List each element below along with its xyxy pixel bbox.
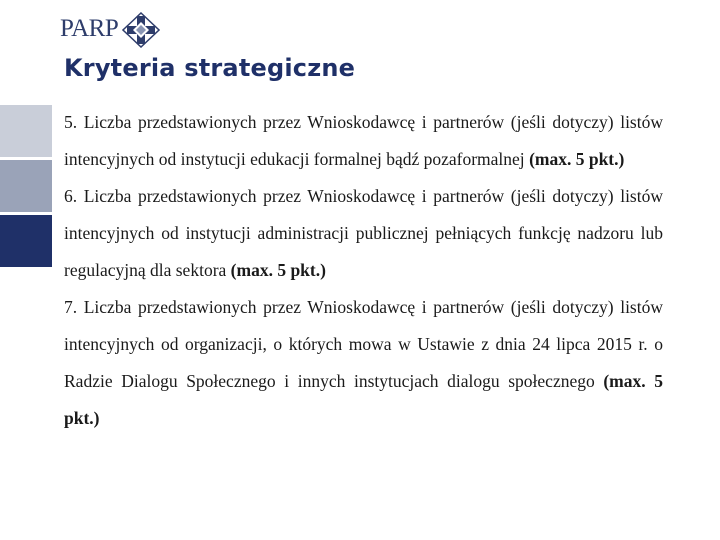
criterion-item-6 (64, 178, 663, 289)
side-bar-medium (0, 160, 52, 212)
criterion-text: 7. Liczba przedstawionych przez Wnioskodawcę i partnerów (jeśli dotyczy) listów intencyjnych od organizacji, o których mowa w Ustawie z dnia 24 lipca 2015 r. o Radzie Dialogu Społecznego i innych instytucjach dialogu społecznego (64, 297, 663, 391)
criterion-points: (max. 5 pkt.) (230, 260, 326, 280)
parp-cross-icon (122, 12, 160, 48)
criterion-text: 6. Liczba przedstawionych przez Wnioskodawcę i partnerów (jeśli dotyczy) listów intencyjnych od instytucji administracji publicznej pełniących funkcję nadzoru lub regulacyjną dla sektora (64, 186, 663, 280)
page-title: Kryteria strategiczne (64, 54, 356, 82)
side-bar-light (0, 105, 52, 157)
criteria-list (64, 104, 663, 437)
criterion-item-7 (64, 289, 663, 437)
criterion-points: (max. 5 pkt.) (529, 149, 625, 169)
criterion-text: 5. Liczba przedstawionych przez Wnioskodawcę i partnerów (jeśli dotyczy) listów intencyjnych od instytucji edukacji formalnej bądź pozaformalnej (64, 112, 663, 169)
criterion-item-5 (64, 104, 663, 178)
logo-text: PARP (60, 15, 119, 42)
criterion-points: (max. 5 pkt.) (64, 371, 664, 428)
side-bar-dark (0, 215, 52, 267)
